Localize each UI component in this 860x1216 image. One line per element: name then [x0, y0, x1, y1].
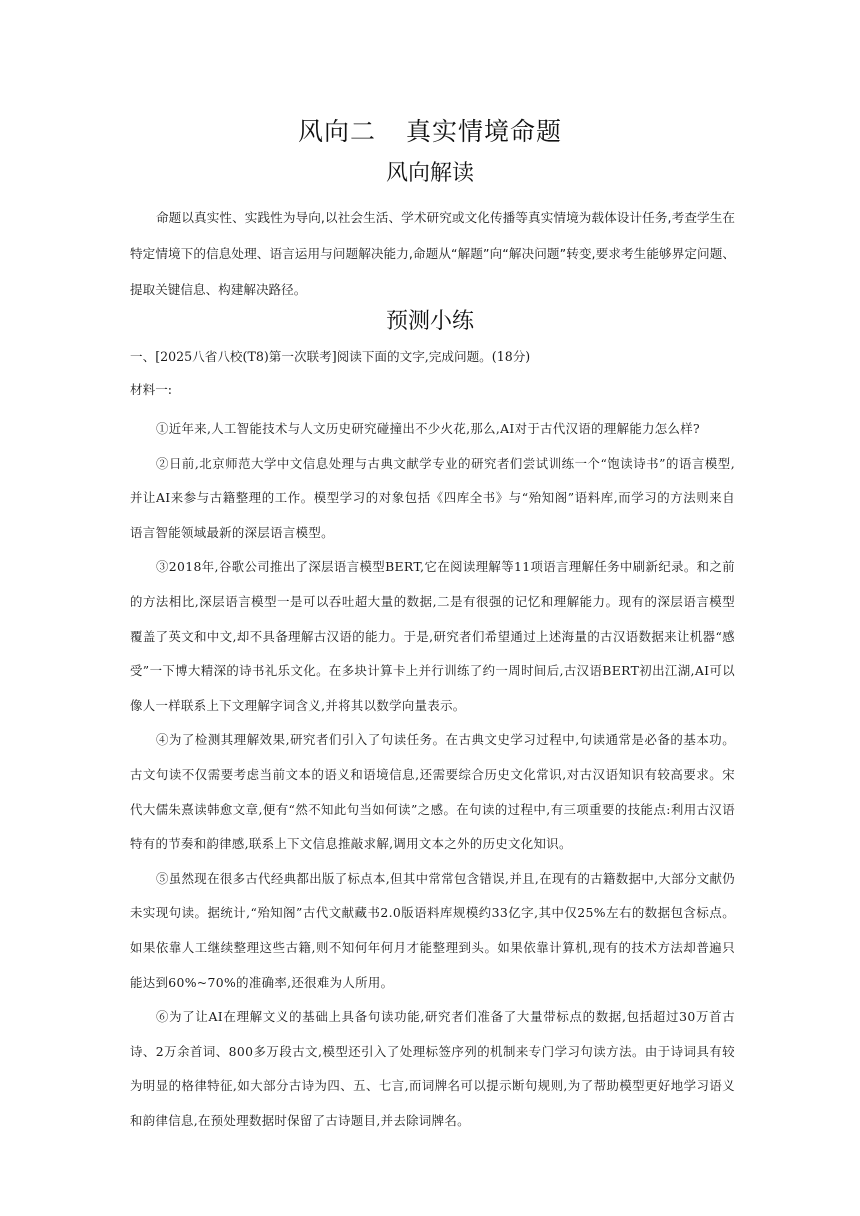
- page-title: [0, 112, 860, 148]
- page-title-right: 真实情境命题: [406, 117, 563, 146]
- material-body: [130, 412, 735, 1138]
- material-paragraph-5: ⑤虽然现在很多古代经典都出版了标点本,但其中常常包含错误,并且,在现有的古籍数据中,大部分文献仍未实现句读。据统计,“殆知阁”古代文献藏书2.0版语料库规模约33亿字,其中仅25%左右的数据包含标点。如果依靠人工继续整理这些古籍,则不知何年何月才能整理到头。如果依靠计算机,现有的技术方法却普遍只能达到60%~70%的准确率,还很难为人所用。: [130, 870, 735, 990]
- section-title-interpretation: 风向解读: [385, 161, 474, 186]
- page-title-left: 风向二: [297, 117, 376, 146]
- material-paragraph-6: ⑥为了让AI在理解文义的基础上具备句读功能,研究者们准备了大量带标点的数据,包括超过30万首古诗、2万余首词、800多万段古文,模型还引入了处理标签序列的机制来专门学习句读方法。由于诗词具有较为明显的格律特征,如大部分古诗为四、五、七言,而词牌名可以提示断句规则,为了帮助模型更好地学习语义和韵律信息,在预处理数据时保留了古诗题目,并去除词牌名。: [130, 1009, 735, 1128]
- question-heading: 一、[2025八省八校(T8)第一次联考]阅读下面的文字,完成问题。(18分): [130, 349, 531, 364]
- material-paragraph-4: ④为了检测其理解效果,研究者们引入了句读任务。在古典文史学习过程中,句读通常是必备的基本功。古文句读不仅需要考虑当前文本的语义和语境信息,还需要综合历史文化常识,对古汉语知识有较高要求。宋代大儒朱熹读韩愈文章,便有“然不知此句当如何读”之感。在句读的过程中,有三项重要的技能点:利用古汉语特有的节奏和韵律感,联系上下文信息推敲求解,调用文本之外的历史文化知识。: [130, 732, 735, 852]
- material-paragraph-2: ②日前,北京师范大学中文信息处理与古典文献学专业的研究者们尝试训练一个“饱读诗书”的语言模型,并让AI来参与古籍整理的工作。模型学习的对象包括《四库全书》与“殆知阁”语料库,而学习的方法则来自语言智能领域最新的深层语言模型。: [130, 455, 735, 540]
- material-paragraph-1: ①近年来,人工智能技术与人文历史研究碰撞出不少火花,那么,AI对于古代汉语的理解能力怎么样?: [156, 421, 701, 436]
- material-paragraph-3: ③2018年,谷歌公司推出了深层语言模型BERT,它在阅读理解等11项语言理解任务中刷新纪录。和之前的方法相比,深层语言模型一是可以吞吐超大量的数据,二是有很强的记忆和理解能力。现有的深层语言模型覆盖了英文和中文,却不具备理解古汉语的能力。于是,研究者们希望通过上述海量的古汉语数据来让机器“感受”一下博大精深的诗书礼乐文化。在多块计算卡上并行训练了约一周时间后,古汉语BERT初出江湖,AI可以像人一样联系上下文理解字词含义,并将其以数学向量表示。: [130, 559, 735, 713]
- material-label: 材料一:: [130, 382, 173, 397]
- intro-paragraph: 命题以真实性、实践性为导向,以社会生活、学术研究或文化传播等真实情境为载体设计任务,考查学生在特定情境下的信息处理、语言运用与问题解决能力,命题从“解题”向“解决问题”转变,要求考生能够界定问题、提取关键信息、构建解决路径。: [130, 210, 735, 297]
- section-title-practice: 预测小练: [385, 309, 474, 334]
